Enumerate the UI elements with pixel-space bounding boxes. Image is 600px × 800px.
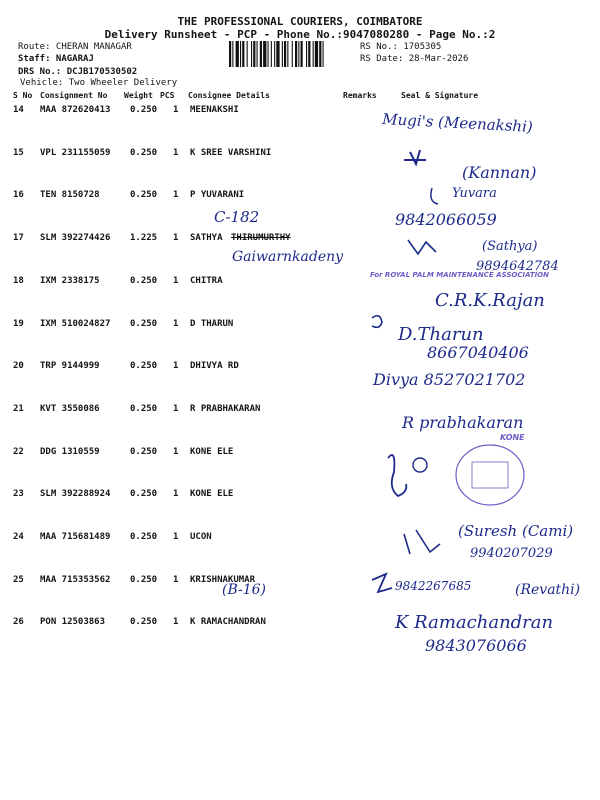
row-consignee: D THARUN (190, 318, 234, 329)
row-weight: 0.250 (130, 105, 158, 115)
row-consignee: K SREE VARSHINI (190, 147, 272, 158)
col-remarks: Remarks (343, 91, 377, 100)
hw-row17-note: Gaiwarnkadeny (232, 249, 344, 265)
barcode-bar (276, 41, 279, 67)
barcode-bar (295, 41, 297, 67)
row-pcs: 1 (173, 574, 179, 585)
hw-row21: R prabhakaran (402, 413, 524, 432)
row-pcs: 1 (173, 275, 179, 286)
row-consignment: VPL 231155059 (40, 147, 111, 158)
row-pcs: 1 (173, 489, 179, 500)
rs-date: RS Date: 28-Mar-2026 (360, 54, 469, 64)
barcode-bar (282, 41, 283, 67)
row-pcs: 1 (173, 532, 179, 542)
row-consignee: KRISHNAKUMAR (190, 574, 256, 585)
row-sno: 22 (13, 446, 24, 457)
barcode-bar (251, 41, 252, 67)
row-consignment: MAA 872620413 (40, 105, 111, 115)
route-label: Route: CHERAN MANAGAR (18, 42, 132, 52)
barcode (229, 41, 355, 67)
hw-row24-phone: 9940207029 (470, 546, 553, 561)
hw-row18-sign: C.R.K.Rajan (435, 290, 545, 311)
row-pcs: 1 (173, 190, 179, 201)
barcode-bar (323, 41, 324, 67)
table-row (0, 489, 600, 532)
row-consignment: IXM 510024827 (40, 318, 111, 329)
row-weight: 0.250 (130, 532, 158, 542)
row-pcs: 1 (173, 105, 179, 115)
barcode-bar (247, 41, 248, 67)
row-consignee: UCON (190, 532, 212, 542)
row-weight: 1.225 (130, 233, 158, 244)
col-details: Consignee Details (188, 91, 270, 100)
barcode-bar (274, 41, 275, 67)
barcode-bar (263, 41, 266, 67)
col-consignment: Consignment No (40, 91, 108, 100)
row-sno: 20 (13, 361, 24, 372)
row-weight: 0.250 (130, 446, 158, 457)
row-sno: 23 (13, 489, 24, 500)
row-consignment: MAA 715353562 (40, 574, 111, 585)
barcode-bar (253, 41, 255, 67)
col-weight: Weight (124, 91, 153, 100)
row-consignment: SLM 392288924 (40, 489, 111, 500)
row-sno: 19 (13, 318, 24, 329)
row-sno: 14 (13, 105, 24, 115)
row-weight: 0.250 (130, 489, 158, 500)
barcode-bar (229, 41, 231, 67)
table-row (0, 233, 600, 276)
drs-label: DRS No.: DCJB170530502 (18, 67, 138, 77)
barcode-bar (319, 41, 321, 67)
vehicle-label: Vehicle: Two Wheeler Delivery (20, 78, 178, 88)
hw-row14: Mugi's (Meenakshi) (381, 110, 534, 136)
barcode-bar (268, 41, 269, 67)
barcode-bar (292, 41, 293, 67)
barcode-bar (313, 41, 314, 67)
barcode-bar (308, 41, 310, 67)
row-consignment: TEN 8150728 (40, 190, 100, 201)
hw-row24-name: (Suresh (Cami) (458, 522, 574, 540)
row-pcs: 1 (173, 147, 179, 158)
hw-row19-name: D.Tharun (398, 324, 484, 345)
row-consignee: P YUVARANI (190, 190, 245, 201)
row-consignee: KONE ELE (190, 446, 234, 457)
row-sno: 18 (13, 275, 24, 286)
row-weight: 0.250 (130, 617, 158, 628)
col-pcs: PCS (160, 91, 175, 100)
row-pcs: 1 (173, 617, 179, 628)
row-sno: 21 (13, 403, 24, 414)
row-consignment: IXM 2338175 (40, 275, 100, 286)
barcode-bar (298, 41, 299, 67)
barcode-bar (287, 41, 288, 67)
table-row (0, 319, 600, 362)
row-weight: 0.250 (130, 147, 158, 158)
barcode-bar (240, 41, 241, 67)
hw-row25-phone: 9842267685 (395, 579, 472, 593)
barcode-bar (301, 41, 303, 67)
table-row (0, 190, 600, 233)
col-sno: S No (13, 91, 33, 100)
row-consignee: K RAMACHANDRAN (190, 617, 266, 628)
runsheet-subtitle: Delivery Runsheet - PCP - Phone No.:9047080280 - Page No.:2 (104, 28, 496, 41)
hw-row25-unit: (B-16) (222, 582, 267, 598)
table-row (0, 447, 600, 490)
hw-row25-name: (Revathi) (515, 582, 581, 598)
row-pcs: 1 (173, 403, 179, 414)
table-row (0, 276, 600, 319)
row-consignment: MAA 715681489 (40, 532, 111, 542)
row-consignment: DDG 1310559 (40, 446, 100, 457)
row-sno: 24 (13, 532, 24, 542)
row-weight: 0.250 (130, 574, 158, 585)
hw-row16-unit: C-182 (214, 208, 260, 226)
rs-number: RS No.: 1705305 (360, 42, 442, 52)
row-consignee: MEENAKSHI (190, 105, 239, 115)
row-sno: 15 (13, 147, 24, 158)
hw-row17-name: (Sathya) (482, 239, 538, 254)
company-title: THE PROFESSIONAL COURIERS, COIMBATORE (177, 15, 423, 28)
row-consignment: TRP 9144999 (40, 361, 100, 372)
table-row (0, 361, 600, 404)
row-weight: 0.250 (130, 361, 158, 372)
hw-row26-phone: 9843076066 (425, 636, 527, 655)
barcode-bar (260, 41, 262, 67)
row-pcs: 1 (173, 318, 179, 329)
barcode-bar (284, 41, 286, 67)
row-pcs: 1 (173, 446, 179, 457)
hw-row26-name: K Ramachandran (395, 612, 554, 633)
row-consignment: PON 12503863 (40, 617, 106, 628)
row-consignee: CHITRA (190, 275, 223, 286)
staff-label: Staff: NAGARAJ (18, 54, 94, 64)
barcode-bar (257, 41, 258, 67)
table-row (0, 404, 600, 447)
row-weight: 0.250 (130, 403, 158, 414)
table-row (0, 617, 600, 660)
hw-row15: (Kannan) (462, 163, 537, 182)
row-pcs: 1 (173, 233, 179, 244)
barcode-bar (315, 41, 318, 67)
row-sno: 25 (13, 574, 24, 585)
row-sno: 16 (13, 190, 24, 201)
row-consignee: DHIVYA RD (190, 361, 239, 372)
barcode-bar (306, 41, 307, 67)
barcode-bar (236, 41, 239, 67)
row-pcs: 1 (173, 361, 179, 372)
table-row (0, 575, 600, 618)
hw-row16-phone: 9842066059 (395, 210, 497, 229)
table-row (0, 148, 600, 191)
row-sno: 17 (13, 233, 24, 244)
hw-row20: Divya 8527021702 (373, 370, 526, 389)
row-weight: 0.250 (130, 275, 158, 286)
row-sno: 26 (13, 617, 24, 628)
row-consignment: SLM 392274426 (40, 233, 111, 244)
barcode-bar (232, 41, 233, 67)
row-consignment: KVT 3550086 (40, 403, 100, 414)
barcode-bar (242, 41, 244, 67)
stamp-row22-text: KONE (500, 433, 525, 442)
row-consignee: R PRABHAKARAN (190, 403, 261, 414)
stamp-row18-text: For ROYAL PALM MAINTENANCE ASSOCIATION (370, 271, 550, 279)
hw-row19-phone: 8667040406 (427, 343, 529, 362)
col-seal: Seal & Signature (401, 91, 479, 100)
hw-row17-phone: 9894642784 (476, 259, 559, 274)
row-consignee-struck: THIRUMURTHY (231, 233, 291, 244)
hw-row16-name: Yuvara (452, 186, 497, 201)
table-row (0, 105, 600, 148)
barcode-bar (271, 41, 272, 67)
row-weight: 0.250 (130, 318, 158, 329)
row-weight: 0.250 (130, 190, 158, 201)
row-consignee: SATHYA (190, 233, 223, 244)
row-consignee: KONE ELE (190, 489, 234, 500)
table-row (0, 532, 600, 575)
